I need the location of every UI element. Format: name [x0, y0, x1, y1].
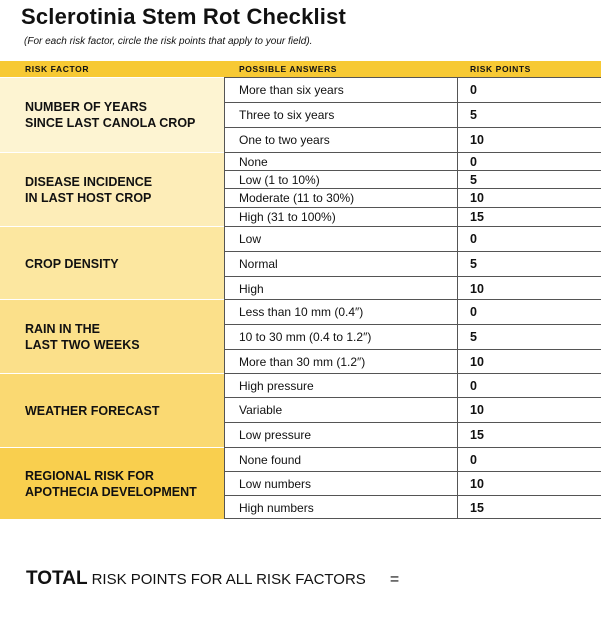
possible-answer: High (31 to 100%) — [239, 210, 336, 224]
answer-row — [224, 127, 601, 152]
risk-points-value[interactable]: 10 — [470, 191, 484, 205]
possible-answer: More than six years — [239, 83, 344, 97]
risk-points-value[interactable]: 0 — [470, 83, 477, 97]
risk-points-value[interactable]: 15 — [470, 500, 484, 515]
header-possible-answers: POSSIBLE ANSWERS — [239, 64, 338, 74]
risk-points-value[interactable]: 5 — [470, 257, 477, 271]
answer-row — [224, 299, 601, 324]
possible-answer: Low — [239, 232, 262, 246]
answer-row — [224, 422, 601, 447]
answer-row — [224, 207, 601, 226]
total-line — [26, 568, 399, 590]
table-header — [0, 61, 601, 77]
answer-row — [224, 170, 601, 188]
possible-answer: Low numbers — [239, 476, 312, 491]
risk-points-value[interactable]: 0 — [470, 378, 477, 393]
column-divider — [224, 77, 225, 519]
risk-points-value[interactable]: 10 — [470, 282, 484, 296]
risk-factor-cell — [0, 447, 224, 519]
risk-factor-cell — [0, 77, 224, 152]
header-risk-factor: RISK FACTOR — [25, 64, 90, 74]
risk-factor-cell — [0, 299, 224, 374]
possible-answer: Low (1 to 10%) — [239, 172, 320, 187]
risk-points-value[interactable]: 15 — [470, 428, 484, 442]
risk-points-value[interactable]: 0 — [470, 232, 477, 246]
risk-points-value[interactable]: 5 — [470, 172, 477, 187]
possible-answer: High numbers — [239, 500, 314, 515]
risk-factor-label: NUMBER OF YEARS SINCE LAST CANOLA CROP — [25, 100, 196, 130]
answer-row — [224, 471, 601, 495]
page-title: Sclerotinia Stem Rot Checklist — [21, 4, 347, 29]
possible-answer: More than 30 mm (1.2″) — [239, 355, 366, 369]
answer-row — [224, 152, 601, 170]
total-label: TOTAL — [26, 568, 88, 589]
answer-row — [224, 251, 601, 276]
answer-row — [224, 276, 601, 301]
possible-answer: High — [239, 282, 264, 296]
risk-points-value[interactable]: 10 — [470, 403, 484, 417]
total-description: RISK POINTS FOR ALL RISK FACTORS — [91, 571, 366, 588]
answer-row — [224, 495, 601, 519]
possible-answer: One to two years — [239, 133, 330, 147]
possible-answer: Less than 10 mm (0.4″) — [239, 305, 364, 319]
answer-row — [224, 447, 601, 471]
risk-points-value[interactable]: 5 — [470, 108, 477, 122]
answer-row — [224, 397, 601, 422]
risk-factor-label: REGIONAL RISK FOR APOTHECIA DEVELOPMENT — [25, 468, 197, 499]
column-divider — [457, 77, 458, 519]
possible-answer: 10 to 30 mm (0.4 to 1.2″) — [239, 330, 372, 344]
answer-row — [224, 188, 601, 207]
answer-row — [224, 77, 601, 102]
possible-answer: Low pressure — [239, 428, 312, 442]
answer-row — [224, 349, 601, 374]
risk-factor-label: DISEASE INCIDENCE IN LAST HOST CROP — [25, 174, 153, 205]
possible-answer: Normal — [239, 257, 278, 271]
header-risk-points: RISK POINTS — [470, 64, 531, 74]
risk-factor-label: WEATHER FORECAST — [25, 403, 160, 418]
possible-answer: Variable — [239, 403, 283, 417]
possible-answer: Three to six years — [239, 108, 335, 122]
possible-answer: Moderate (11 to 30%) — [239, 191, 355, 205]
possible-answer: High pressure — [239, 378, 314, 393]
risk-points-value[interactable]: 10 — [470, 476, 484, 491]
possible-answer: None — [239, 154, 268, 169]
answer-row — [224, 102, 601, 127]
answer-row — [224, 324, 601, 349]
table-bottom-border — [224, 518, 601, 519]
instructions-text: (For each risk factor, circle the risk points that apply to your field). — [24, 36, 313, 47]
risk-factor-label: CROP DENSITY — [25, 257, 119, 271]
risk-factor-cell — [0, 373, 224, 447]
risk-points-value[interactable]: 15 — [470, 210, 484, 224]
risk-points-value[interactable]: 10 — [470, 133, 484, 147]
answer-row — [224, 226, 601, 251]
risk-points-value[interactable]: 10 — [470, 355, 484, 369]
answer-row — [224, 373, 601, 397]
risk-factor-cell — [0, 152, 224, 226]
risk-factor-label: RAIN IN THE LAST TWO WEEKS — [25, 322, 140, 352]
equals-sign: = — [389, 571, 400, 588]
risk-points-value[interactable]: 5 — [470, 330, 477, 344]
risk-points-value[interactable]: 0 — [470, 305, 477, 319]
risk-factor-cell — [0, 226, 224, 301]
risk-points-value[interactable]: 0 — [470, 154, 477, 169]
risk-points-value[interactable]: 0 — [470, 452, 477, 467]
possible-answer: None found — [239, 452, 302, 467]
